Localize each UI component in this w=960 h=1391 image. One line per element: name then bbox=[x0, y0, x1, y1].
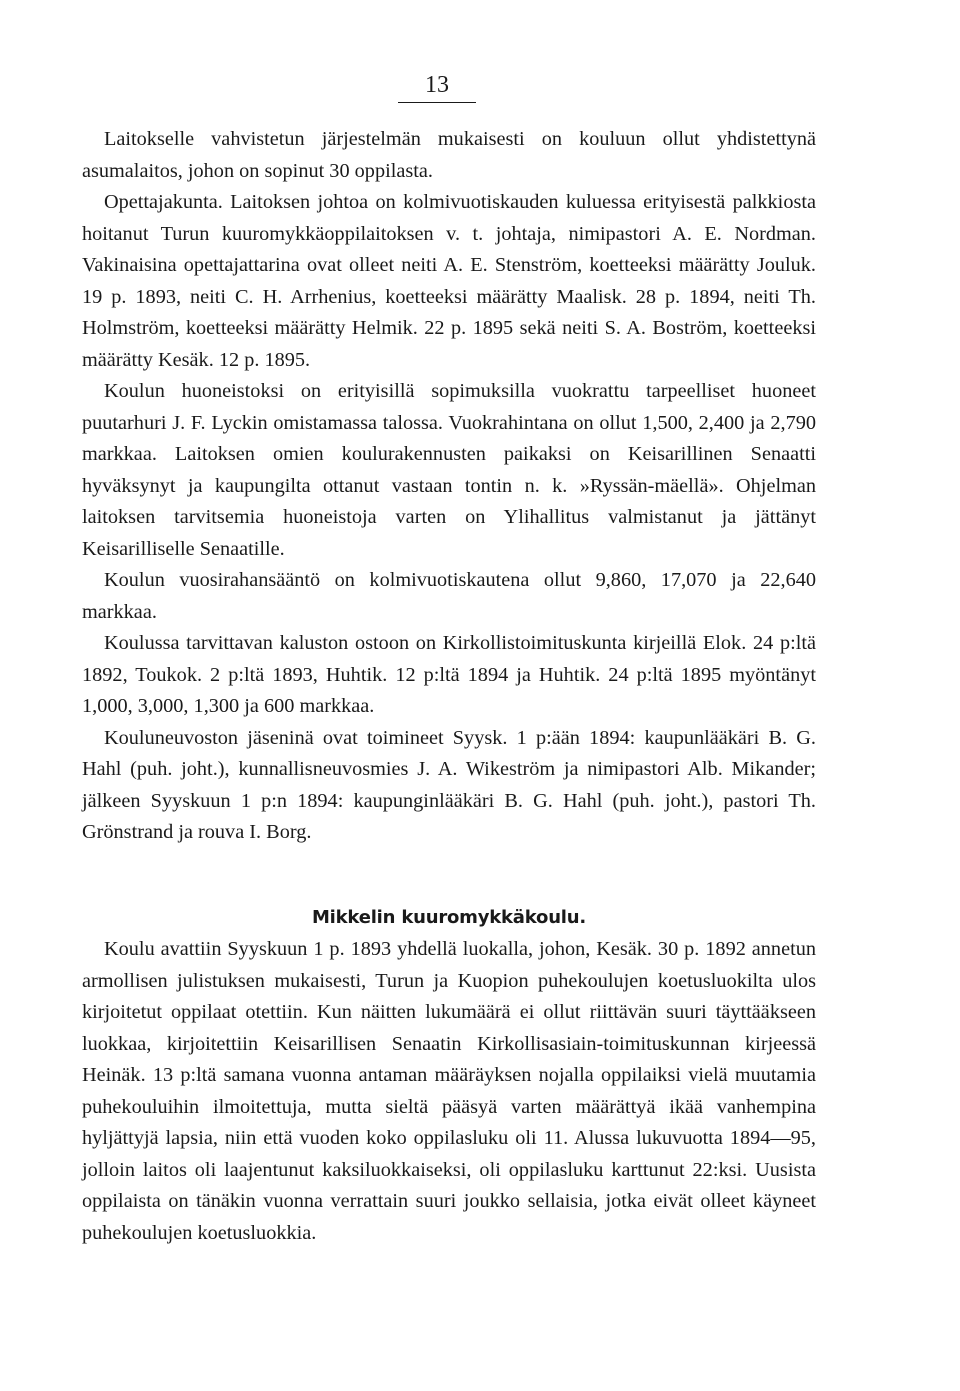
section-heading: Mikkelin kuuromykkäkoulu. bbox=[311, 907, 587, 928]
paragraph-asumalaitos: Laitokselle vahvistetun järjestelmän mukaisesti on kouluun ollut yhdistettynä asumalaitos, johon on sopinut 30 oppilasta. bbox=[82, 128, 816, 182]
page-number: 13 bbox=[398, 70, 476, 103]
paragraph-kouluneuvosto: Kouluneuvoston jäseninä ovat toimineet Syysk. 1 p:ään 1894: kaupunlääkäri B. G. Hahl (puh. joht.), kunnallisneuvosmies J. A. Wikeström ja nimipastori Alb. Mikander; jälkeen Syyskuun 1 p:n 1894: kaupunginlääkäri B. G. Hahl (puh. joht.), pastori Th. Grönstrand ja rouva I. Borg. bbox=[82, 726, 816, 843]
section-2-body bbox=[82, 934, 816, 1249]
paragraph-koulu-avattiin: Koulu avattiin Syyskuun 1 p. 1893 yhdellä luokalla, johon, Kesäk. 30 p. 1892 annetun armollisen julistuksen mukaisesti, Turun ja Kuopion puhekoulujen koetusluokilta ulos kirjoitetut oppilaat otettiin. Kun näitten lukumäärä ei ollut riittävän suuri täyttääkseen luokkaa, kirjoitettiin Keisarillisen Senaatin Kirkollisasiain-toimituskunnan kirjeessä Heinäk. 13 p:ltä samana vuonna antaman määräyksen nojalla oppilaiksi vielä muutamia puhekouluihin ilmoitettuja, mutta sieltä pääsyä varten määrättyä ikää vanhempina hyljättyjä lapsia, niin että vuoden koko oppilasluku oli 11. Alussa lukuvuotta 1894—95, jolloin laitos oli laajentunut kaksiluokkaiseksi, oli oppilasluku karttunut 22:ksi. Uusista oppilaista on tänäkin vuonna verrattain suuri joukko sellaisia, jotka eivät olleet käyneet puhekoulujen koetusluokkia. bbox=[82, 938, 816, 1244]
paragraph-kalusto: Koulussa tarvittavan kaluston ostoon on Kirkollistoimituskunta kirjeillä Elok. 24 p:ltä 1892, Toukok. 2 p:ltä 1893, Huhtik. 12 p:ltä 1894 ja Huhtik. 24 p:ltä 1895 myöntänyt 1,000, 3,000, 1,300 ja 600 markkaa. bbox=[82, 632, 816, 717]
paragraph-huoneisto: Koulun huoneistoksi on erityisillä sopimuksilla vuokrattu tarpeelliset huoneet puutarhuri J. F. Lyckin omistamassa talossa. Vuokrahintana on ollut 1,500, 2,400 ja 2,790 markkaa. Laitoksen omien koulurakennusten paikaksi on Keisarillinen Senaatti hyväksynyt ja kaupungilta ottanut vastaan tontin n. k. »Ryssän-mäellä». Ohjelman laitoksen tarvitsemia huoneistoja varten on Ylihallitus valmistanut ja jättänyt Keisarilliselle Senaatille. bbox=[82, 380, 816, 560]
paragraph-opettajakunta: Opettajakunta. Laitoksen johtoa on kolmivuotiskauden kuluessa erityisestä palkkiosta hoitanut Turun kuuromykkäoppilaitoksen v. t. johtaja, nimipastori A. E. Nordman. Vakinaisina opettajattarina ovat olleet neiti A. E. Stenström, koetteeksi määrätty Jouluk. 19 p. 1893, neiti C. H. Arrhenius, koetteeksi määrätty Maalisk. 28 p. 1894, neiti Th. Holmström, koetteeksi määrätty Helmik. 22 p. 1895 sekä neiti S. A. Boström, koetteeksi määrätty Kesäk. 12 p. 1895. bbox=[82, 191, 816, 371]
section-1-body bbox=[82, 124, 816, 849]
paragraph-rahansaanto: Koulun vuosirahansääntö on kolmivuotiskautena ollut 9,860, 17,070 ja 22,640 markkaa. bbox=[82, 569, 816, 623]
